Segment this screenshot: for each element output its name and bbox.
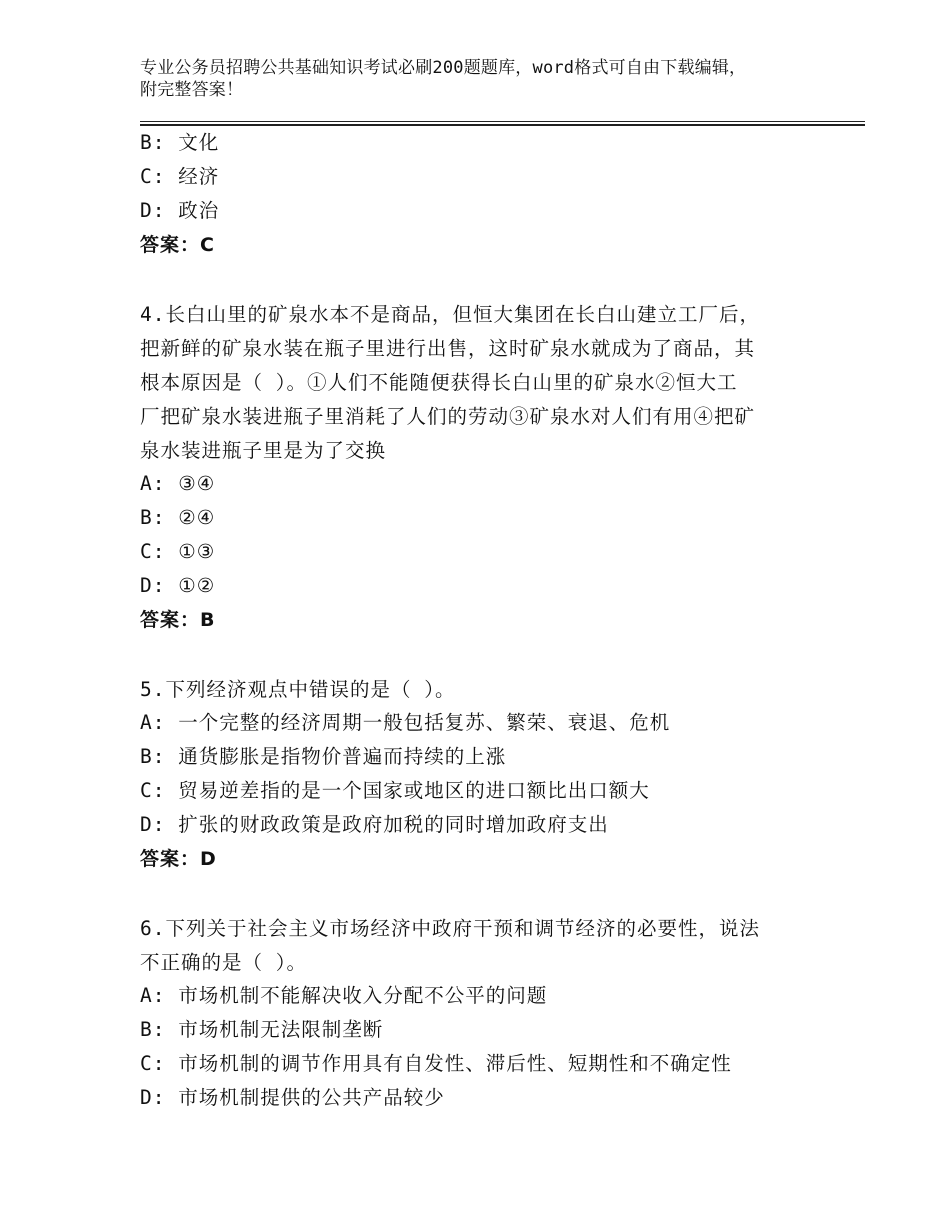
q4-option-a: A: ③④	[140, 472, 216, 495]
q4-stem-line: 把新鲜的矿泉水装在瓶子里进行出售，这时矿泉水就成为了商品，其	[140, 337, 756, 360]
q4-stem-line: 泉水装进瓶子里是为了交换	[140, 439, 387, 462]
q6-option-b: B: 市场机制无法限制垄断	[140, 1018, 384, 1041]
q4-stem	[140, 298, 800, 468]
q5-answer: 答案：D	[140, 848, 217, 870]
prev-answer: 答案：C	[140, 234, 215, 256]
page-header	[140, 57, 860, 101]
prev-option-b: B: 文化	[140, 131, 220, 154]
q4-option-b: B: ②④	[140, 506, 216, 529]
q6-stem	[140, 912, 800, 980]
prev-option-c: C: 经济	[140, 165, 220, 188]
q5-stem	[140, 673, 800, 707]
q5-option-c: C: 贸易逆差指的是一个国家或地区的进口额比出口额大	[140, 779, 650, 802]
q6-option-a: A: 市场机制不能解决收入分配不公平的问题	[140, 984, 548, 1007]
q6-stem-line: 不正确的是（ ）。	[140, 951, 307, 974]
header-divider-thick	[140, 124, 865, 126]
header-line-1: 专业公务员招聘公共基础知识考试必刷200题题库，word格式可自由下载编辑，	[140, 58, 747, 78]
q4-stem-line: 厂把矿泉水装进瓶子里消耗了人们的劳动③矿泉水对人们有用④把矿	[140, 405, 756, 428]
q6-option-c: C: 市场机制的调节作用具有自发性、滞后性、短期性和不确定性	[140, 1052, 732, 1075]
q5-stem-line: 5.下列经济观点中错误的是（ ）。	[140, 678, 456, 701]
header-line-2: 附完整答案！	[140, 80, 244, 100]
q5-option-d: D: 扩张的财政政策是政府加税的同时增加政府支出	[140, 813, 609, 836]
q4-answer: 答案：B	[140, 609, 216, 631]
header-divider-thin	[140, 121, 865, 122]
q4-option-d: D: ①②	[140, 574, 216, 597]
q4-stem-line: 4.长白山里的矿泉水本不是商品，但恒大集团在长白山建立工厂后，	[140, 303, 760, 326]
q6-option-d: D: 市场机制提供的公共产品较少	[140, 1086, 445, 1109]
q5-option-b: B: 通货膨胀是指物价普遍而持续的上涨	[140, 745, 507, 768]
q5-option-a: A: 一个完整的经济周期一般包括复苏、繁荣、衰退、危机	[140, 711, 671, 734]
q4-stem-line: 根本原因是（ ）。①人们不能随便获得长白山里的矿泉水②恒大工	[140, 371, 738, 394]
q4-option-c: C: ①③	[140, 540, 216, 563]
q6-stem-line: 6.下列关于社会主义市场经济中政府干预和调节经济的必要性，说法	[140, 917, 760, 940]
prev-option-d: D: 政治	[140, 199, 220, 222]
